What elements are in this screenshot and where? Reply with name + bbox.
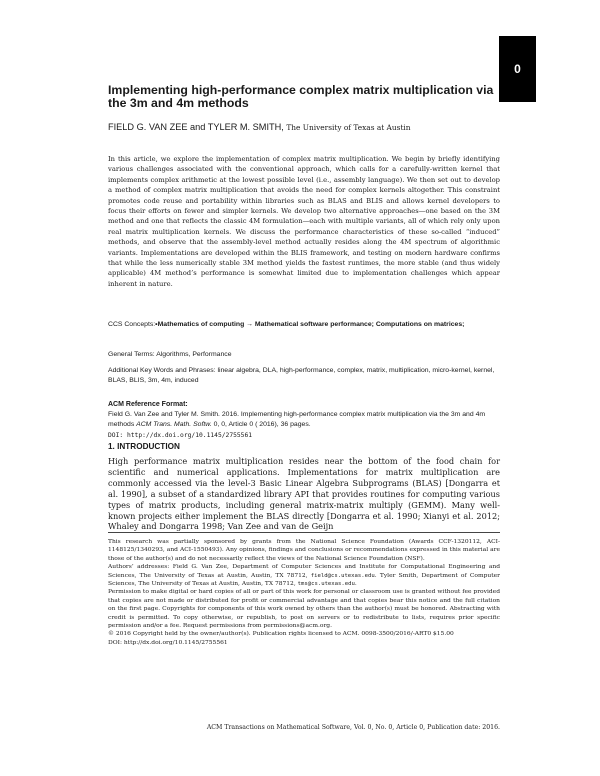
footnote-doi: DOI: http://dx.doi.org/10.1145/2755561 [108, 638, 228, 646]
general-terms-text: Algorithms, Performance [156, 351, 232, 358]
permission-note: Permission to make digital or hard copies of all or part of this work for personal or classroom use is granted without fee provided that copies are not made or distributed for profit or commercial advantage and that copies bear this notice and the full citation on the first page. Copyrights for components of this work owned by others than the author(s) must be honored. Abstracting with credit is permitted. To copy otherwise, or republish, to post on servers or to redistribute to lists, requires prior specific permission and/or a fee. Request permissions from permissions@acm.org. [108, 588, 500, 630]
footnote-divider [108, 532, 500, 533]
citation-journal: ACM Trans. Math. Softw. [136, 421, 212, 429]
author-affiliation: The University of Texas at Austin [286, 123, 411, 132]
paper-title: Implementing high-performance complex matrix multiplication via the 3m and 4m methods [108, 83, 494, 110]
email-1: field@cs.utexas.edu [310, 572, 375, 579]
copyright-note: © 2016 Copyright held by the owner/author(s). Publication rights licensed to ACM. 0098-3500/2016/-ART0 $15.00 [108, 630, 454, 638]
ccs-concepts [108, 320, 500, 330]
running-footer: ACM Transactions on Mathematical Software, Vol. 0, No. 0, Article 0, Publication date: 2016. [206, 724, 500, 731]
acm-reference-citation [108, 410, 500, 430]
section-heading: 1. INTRODUCTION [108, 442, 180, 451]
author-line [108, 122, 508, 132]
ccs-label: CCS Concepts: [108, 321, 156, 328]
introduction-text: High performance matrix multiplication resides near the bottom of the food chain for scientific and numerical applications. Implementations for matrix multiplication are commonly accessed via the level-3 Basic Linear Algebra Subprograms (BLAS) [Dongarra et al. 1990], a subset of a standardized library API that provides routines for computing various types of matrix products, including general matrix-matrix multiply (GEMM). Many well-known projects either implement the BLAS directly [Dongarra et al. 1990; Xianyi et al. 2012; Whaley and Dongarra 1998; Van Zee and van de Geijn [108, 456, 500, 532]
page-number-tab: 0 [499, 36, 536, 102]
keywords-label: Additional Key Words and Phrases: [108, 367, 216, 374]
citation-start: Field G. Van Zee and Tyler M. Smith. 2016. Implementing high-performance complex matrix multiplication via the 3m and 4m methods [108, 411, 486, 429]
address-1: Authors’ addresses: Field G. Van Zee, Department of Computer Sciences and Institute for Computational Engineering and Sciences, The University of Texas at Austin, Austin, TX 78712, [108, 563, 500, 579]
acm-reference-doi: DOI: http://dx.doi.org/10.1145/2755561 [108, 431, 253, 439]
address-note [108, 563, 500, 588]
address-2: . Tyler Smith, Department of Computer Sciences, The University of Texas at Austin, Austin, TX 78712, [108, 571, 500, 588]
footnotes [108, 538, 500, 647]
keywords-text: linear algebra, DLA, high-performance, complex, matrix, multiplication, micro-kernel, kernel, BLAS, BLIS, 3m, 4m, induced [108, 367, 495, 385]
citation-end: 0, 0, Article 0 ( 2016), 36 pages. [213, 421, 311, 429]
keywords [108, 366, 500, 386]
address-end: . [354, 580, 357, 588]
author-names: FIELD G. VAN ZEE and TYLER M. SMITH, [108, 122, 284, 132]
email-2: tms@cs.utexas.edu [297, 581, 355, 588]
general-terms-label: General Terms: [108, 351, 155, 358]
general-terms [108, 350, 500, 360]
abstract: In this article, we explore the implementation of complex matrix multiplication. We begin by briefly identifying various challenges associated with the conventional approach, which calls for a carefully-written kernel that implements complex arithmetic at the lowest possible level (i.e., assembly language). We then set out to develop a method of complex matrix multiplication that avoids the need for complex kernels altogether. This constraint promotes code reuse and portability within libraries such as BLAS and BLIS and allows kernel developers to focus their efforts on fewer and simpler kernels. We develop two alternative approaches—one based on the 3M method and one that reflects the classic 4M formulation—each with multiple variants, all of which rely only upon real matrix multiplication kernels. We discuss the performance characteristics of these so-called “induced” methods, and observe that the assembly-level method actually resides along the 4M spectrum of algorithmic variants. Implementations are developed within the BLIS framework, and testing on modern hardware confirms that while the less numerically stable 3M method yields the fastest runtimes, the more stable (and thus widely applicable) 4M method’s performance is somewhat limited due to implementation challenges which appear inherent in nature. [108, 155, 500, 288]
acm-reference-heading: ACM Reference Format: [108, 401, 188, 408]
ccs-text: •Mathematics of computing → Mathematical software performance; Computations on matrices; [155, 321, 465, 328]
funding-note: This research was partially sponsored by grants from the National Science Foundation (Awards CCF-1320112, ACI-1148125/1340293, and ACI-1550493). Any opinions, findings and conclusions or recommendations expressed in this material are those of the author(s) and do not necessarily reflect the views of the National Science Foundation (NSF). [108, 538, 500, 562]
acm-reference [108, 400, 500, 441]
